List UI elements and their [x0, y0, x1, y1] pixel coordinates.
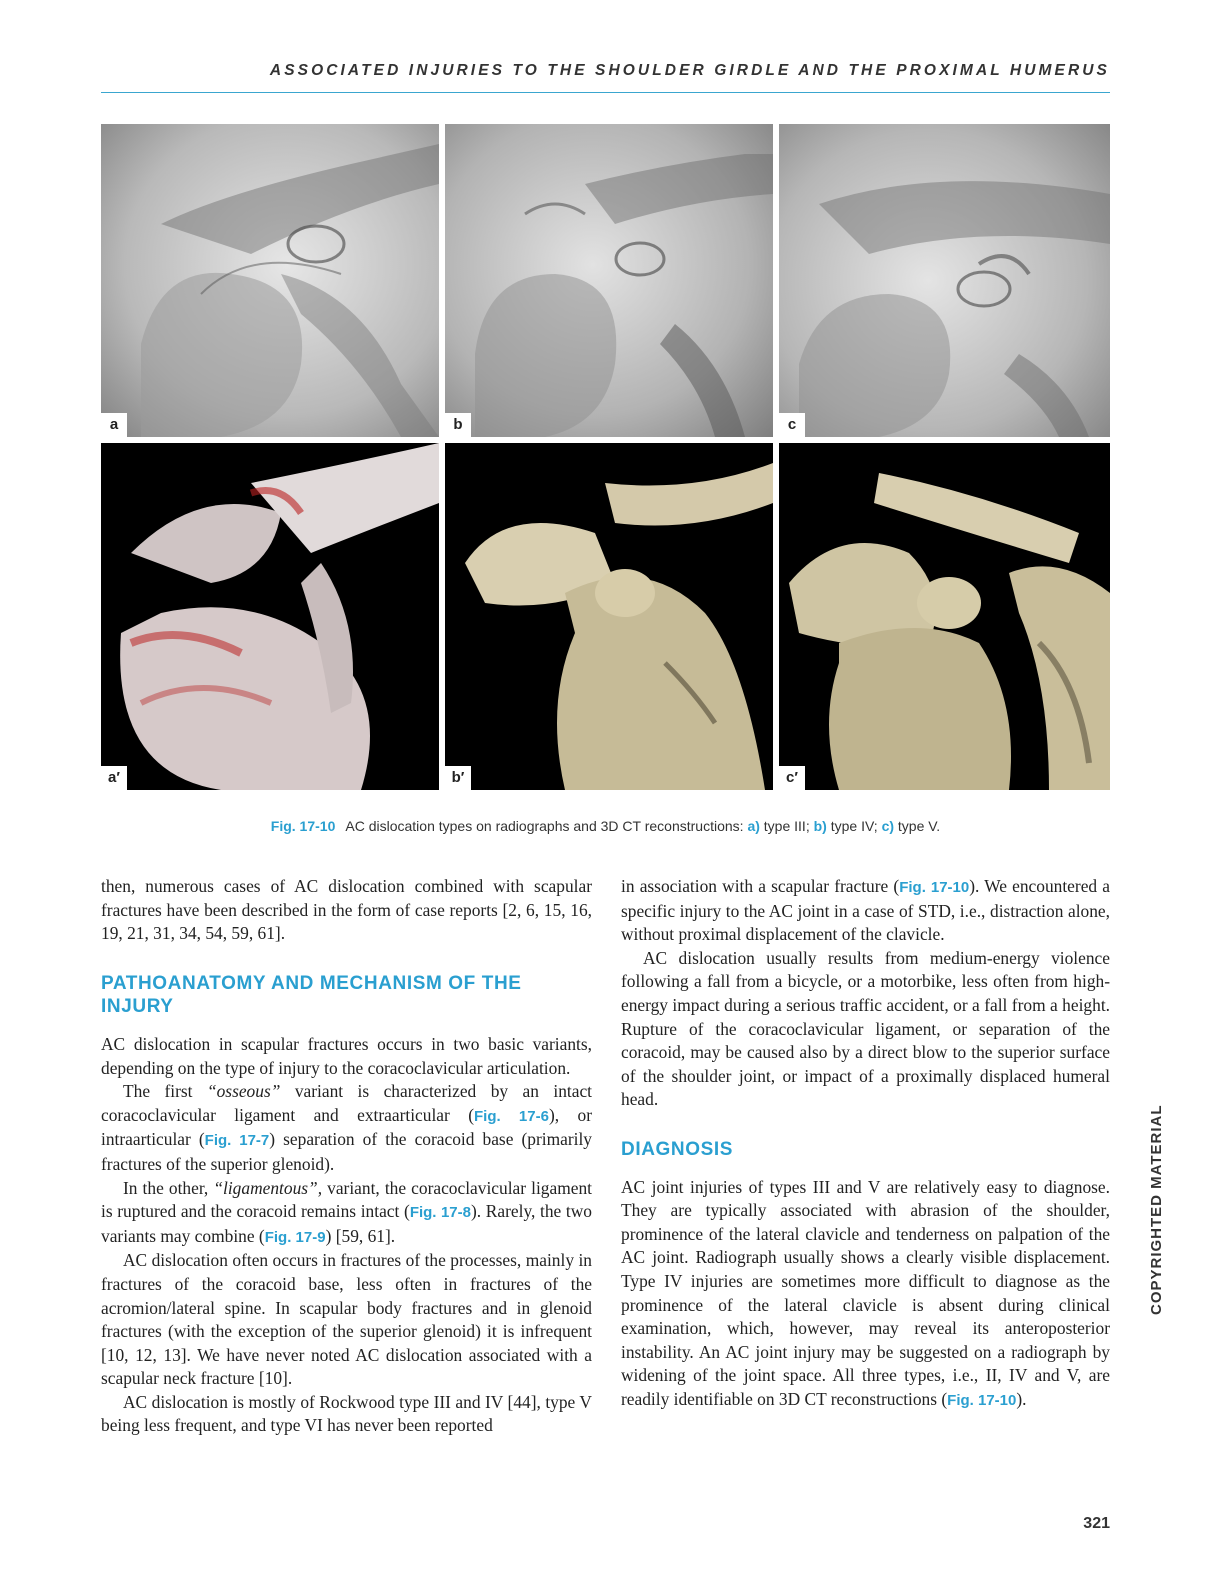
figure-reference-link[interactable]: Fig. 17-10 — [899, 879, 970, 896]
text: ). Rarely, the two variants may combine ( — [101, 1201, 592, 1246]
text: ) separation of the coracoid base (primarily fractures of the superior glenoid). — [101, 1129, 592, 1174]
figure-caption — [101, 818, 1110, 834]
paragraph: AC dislocation often occurs in fractures of the processes, mainly in fractures of the coracoid base, less often in fractures of the acromion/lateral spine. In scapular body fractures and in glenoid fractures (with the exception of the superior glenoid) it is infrequent [10, 12, 13]. We have never noted AC dislocation associated with a scapular neck fracture [10]. — [101, 1250, 592, 1389]
caption-key-a: a) — [747, 818, 760, 834]
text: ), or intraarticular ( — [101, 1104, 592, 1150]
paragraph: AC dislocation in scapular fractures occurs in two basic variants, depending on the type of injury to the coracoclavicular articulation. — [101, 1033, 592, 1078]
copyright-side-note: COPYRIGHTED MATERIAL — [1148, 1104, 1165, 1315]
caption-key-c: c) — [881, 818, 895, 834]
ct-panel-c-prime — [779, 443, 1110, 790]
text: AC joint injuries of types III and V are relatively easy to diagnose. They are typically associated with abrasion of the shoulder, prominence of the lateral clavicle and tenderness on palpation of the AC joint. Radiograph usually shows a clearly visible displacement. Type IV injuries are sometimes more difficult to diagnose as the prominence of the lateral clavicle is absent during clinical examination, which, however, may reveal its anteroposterior instability. An AC joint injury may be suggested on a radiograph by widening of the joint space. All three types, i.e., II, IV and V, are readily identifiable on 3D CT reconstructions ( — [621, 1176, 1110, 1409]
text: The first — [123, 1081, 207, 1102]
ct-panel-a-prime — [101, 443, 439, 790]
text: ). — [1016, 1388, 1027, 1409]
ct-reconstruction-image-a-prime — [101, 443, 439, 790]
caption-text-c: type V. — [897, 818, 941, 834]
figure-reference-link[interactable]: Fig. 17-9 — [264, 1228, 326, 1246]
panel-label-c: c — [779, 413, 805, 437]
header-rule — [101, 92, 1110, 93]
figure-17-10 — [101, 124, 1110, 800]
panel-label-c-prime: c′ — [779, 766, 805, 790]
italic-term: “ligamentous”, — [213, 1177, 323, 1198]
radiograph-panel-c — [779, 124, 1110, 437]
right-column — [621, 875, 1110, 1412]
ct-reconstruction-image-c-prime — [779, 443, 1110, 790]
panel-label-a: a — [101, 413, 127, 437]
radiograph-panel-b — [445, 124, 773, 437]
text: variant is characterized by an intact coracoclavicular ligament and extraarticular ( — [101, 1081, 592, 1125]
text: ) [59, 61]. — [325, 1225, 396, 1246]
radiograph-image-b — [445, 124, 773, 437]
paragraph: then, numerous cases of AC dislocation combined with scapular fractures have been described in the form of case reports [2, 6, 15, 16, 19, 21, 31, 34, 54, 59, 61]. — [101, 876, 592, 944]
text: ). We encountered a specific injury to the AC joint in a case of STD, i.e., distraction alone, without proximal displacement of the clavicle. — [621, 876, 1110, 945]
radiograph-image-a — [101, 124, 439, 437]
figure-reference-link[interactable]: Fig. 17-7 — [204, 1132, 270, 1150]
left-column — [101, 875, 592, 1438]
caption-key-b: b) — [813, 818, 827, 834]
radiograph-image-c — [779, 124, 1110, 437]
paragraph — [101, 1080, 592, 1176]
panel-label-a-prime: a′ — [101, 766, 127, 790]
caption-text-b: type IV; — [830, 818, 878, 834]
panel-label-b-prime: b′ — [445, 766, 471, 790]
page-number: 321 — [1083, 1515, 1110, 1532]
caption-text-a: type III; — [763, 818, 810, 834]
figure-reference-link[interactable]: Fig. 17-6 — [474, 1107, 549, 1125]
radiograph-panel-a — [101, 124, 439, 437]
text: In the other, — [123, 1177, 214, 1198]
ct-reconstruction-image-b-prime — [445, 443, 773, 790]
figure-reference-link[interactable]: Fig. 17-10 — [947, 1391, 1017, 1409]
panel-label-b: b — [445, 413, 471, 437]
ct-panel-b-prime — [445, 443, 773, 790]
figure-reference-link[interactable]: Fig. 17-8 — [409, 1204, 471, 1222]
italic-term: “osseous” — [206, 1081, 281, 1102]
running-head: ASSOCIATED INJURIES TO THE SHOULDER GIRDLE AND THE PROXIMAL HUMERUS — [269, 62, 1110, 79]
paragraph: AC dislocation usually results from medium-energy violence following a fall from a bicycle, or a motorbike, less often from high-energy impact during a serious traffic accident, or a fall from a height. Rupture of the coracoclavicular ligament, or separation of the coracoid, may be caused also by a direct blow to the superior surface of the shoulder joint, or impact of a proximally displaced humeral head. — [621, 947, 1110, 1110]
section-heading-diagnosis: DIAGNOSIS — [621, 1138, 734, 1160]
caption-figure-number: Fig. 17-10 — [270, 818, 336, 834]
paragraph — [621, 1176, 1110, 1413]
text: in association with a scapular fracture ( — [621, 876, 900, 896]
caption-text: AC dislocation types on radiographs and 3D CT reconstructions: — [345, 818, 744, 834]
paragraph: AC dislocation is mostly of Rockwood type III and IV [44], type V being less frequent, and type VI has never been reported — [101, 1391, 592, 1436]
paragraph — [101, 1177, 592, 1250]
text: variant, the coracoclavicular ligament is ruptured and the coracoid remains intact ( — [101, 1177, 592, 1222]
paragraph — [621, 875, 1110, 947]
section-heading-pathoanatomy: PATHOANATOMY AND MECHANISM OF THE INJURY — [101, 972, 522, 1018]
